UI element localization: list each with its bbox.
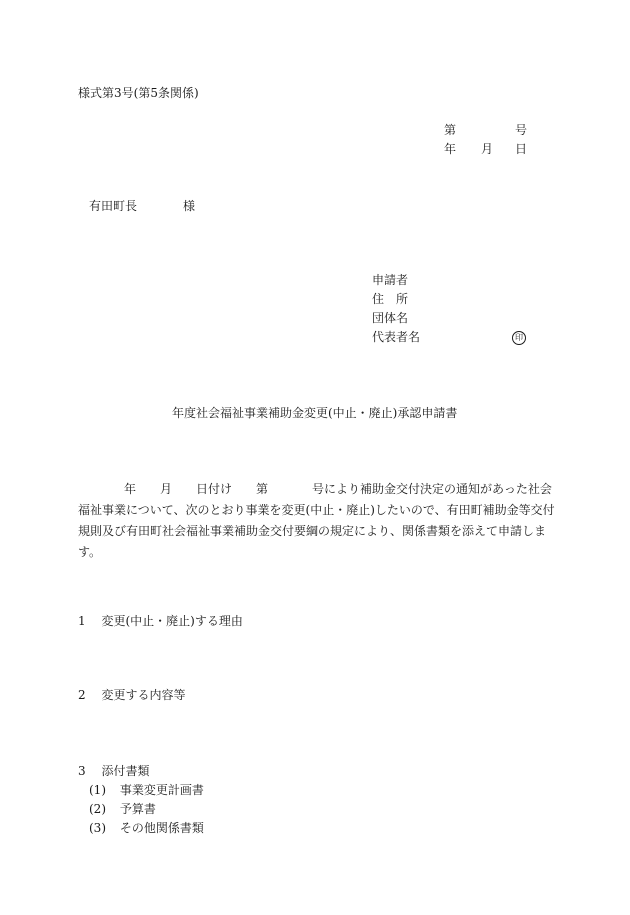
body-month: 月 — [160, 482, 173, 496]
seal-mark-label: 印 — [512, 331, 526, 345]
section-2-label: 変更する内容等 — [101, 688, 186, 702]
doc-number-go: 号 — [515, 123, 528, 137]
body-date-suffix: 日付け — [196, 482, 233, 496]
section-2 — [78, 689, 185, 701]
body-line-1 — [78, 479, 558, 500]
seal-mark — [512, 330, 526, 345]
attachment-2-number: (2) — [89, 802, 106, 816]
section-3 — [78, 765, 149, 777]
section-1 — [78, 615, 243, 627]
body-year: 年 — [124, 482, 137, 496]
attachment-2-label: 予算書 — [119, 802, 156, 816]
section-3-label: 添付書類 — [101, 764, 150, 778]
date-day: 日 — [515, 142, 528, 156]
date-year: 年 — [444, 142, 457, 156]
attachment-2 — [89, 803, 156, 815]
applicant-group-label: 団体名 — [372, 311, 409, 325]
body-line1-rest: 号により補助金交付決定の通知があった社会 — [312, 482, 552, 496]
addressee-name: 有田町長 — [89, 199, 138, 213]
section-1-label: 変更(中止・廃止)する理由 — [101, 614, 243, 628]
date-month: 月 — [481, 142, 494, 156]
attachment-3 — [89, 822, 204, 834]
applicant-address-label: 住 所 — [372, 292, 409, 306]
section-2-number: 2 — [78, 688, 86, 702]
attachment-1 — [89, 784, 204, 796]
form-number: 様式第3号(第5条関係) — [78, 86, 199, 100]
body-paragraph — [78, 479, 558, 563]
section-3-number: 3 — [78, 764, 86, 778]
attachment-3-label: その他関係書類 — [119, 821, 204, 835]
body-dai: 第 — [256, 482, 269, 496]
applicant-label: 申請者 — [372, 273, 409, 287]
attachment-3-number: (3) — [89, 821, 106, 835]
doc-number-dai: 第 — [444, 123, 457, 137]
document-title: 年度社会福祉事業補助金変更(中止・廃止)承認申請書 — [172, 406, 458, 420]
body-line-4: す。 — [78, 545, 102, 559]
addressee-honorific: 様 — [183, 199, 196, 213]
section-1-number: 1 — [78, 614, 86, 628]
attachment-1-number: (1) — [89, 783, 106, 797]
attachment-1-label: 事業変更計画書 — [119, 783, 204, 797]
body-line-3: 規則及び有田町社会福祉事業補助金交付要綱の規定により、関係書類を添えて申請しま — [78, 524, 547, 538]
applicant-representative-label: 代表者名 — [372, 330, 421, 344]
body-line-2: 福祉事業について、次のとおり事業を変更(中止・廃止)したいので、有田町補助金等交付 — [78, 503, 555, 517]
